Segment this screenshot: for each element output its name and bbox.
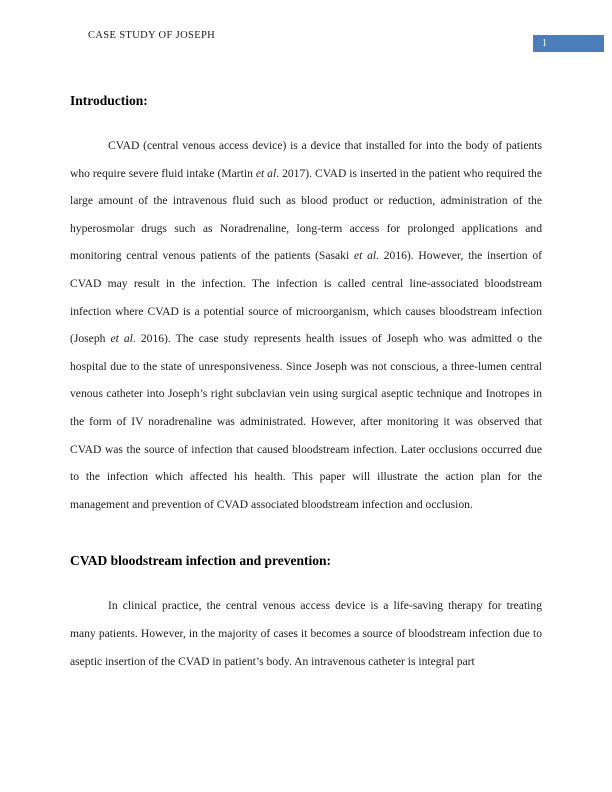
paragraph-cvad-bloodstream-infection: In clinical practice, the central venous access device is a life-saving therapy for treating many patients. However, in the majority of cases it becomes a source of bloodstream infection due to aseptic insertion of the CVAD in patient’s body. An intravenous catheter is integral part: [70, 599, 542, 668]
section-heading-introduction: Introduction:: [70, 93, 148, 108]
paragraph-introduction: CVAD (central venous access device) is a device that installed for into the body of patients who require severe fluid intake (Martin et al. 2017). CVAD is inserted in the patient who required the large amount of the intravenous fluid such as blood product or reduction, administration of the hyperosmolar drugs such as Noradrenaline, long-term access for prolonged applications and monitoring central venous patients of the patients (Sasaki et al. 2016). However, the insertion of CVAD may result in the infection. The infection is called central line-associated bloodstream infection where CVAD is a potential source of microorganism, which causes bloodstream infection (Joseph et al. 2016). The case study represents health issues of Joseph who was admitted o the hospital due to the state of unresponsiveness. Since Joseph was not conscious, a three-lumen central venous catheter into Joseph’s right subclavian vein using surgical aseptic technique and Inotropes in the form of IV noradrenaline was administrated. However, after monitoring it was observed that CVAD was the source of infection that caused bloodstream infection. Later occlusions occurred due to the infection which affected his health. This paper will illustrate the action plan for the management and prevention of CVAD associated bloodstream infection and occlusion.: [70, 139, 542, 511]
page-number-label: 1: [542, 38, 547, 49]
section-heading-cvad-bloodstream-infection: CVAD bloodstream infection and prevention:: [70, 553, 332, 569]
document-body: [70, 92, 542, 675]
page-number-badge: [533, 35, 604, 52]
page-header: [0, 28, 612, 54]
spacer: [70, 570, 542, 592]
spacer: [70, 518, 542, 552]
spacer: [70, 110, 542, 132]
header-title: CASE STUDY OF JOSEPH: [88, 30, 216, 41]
